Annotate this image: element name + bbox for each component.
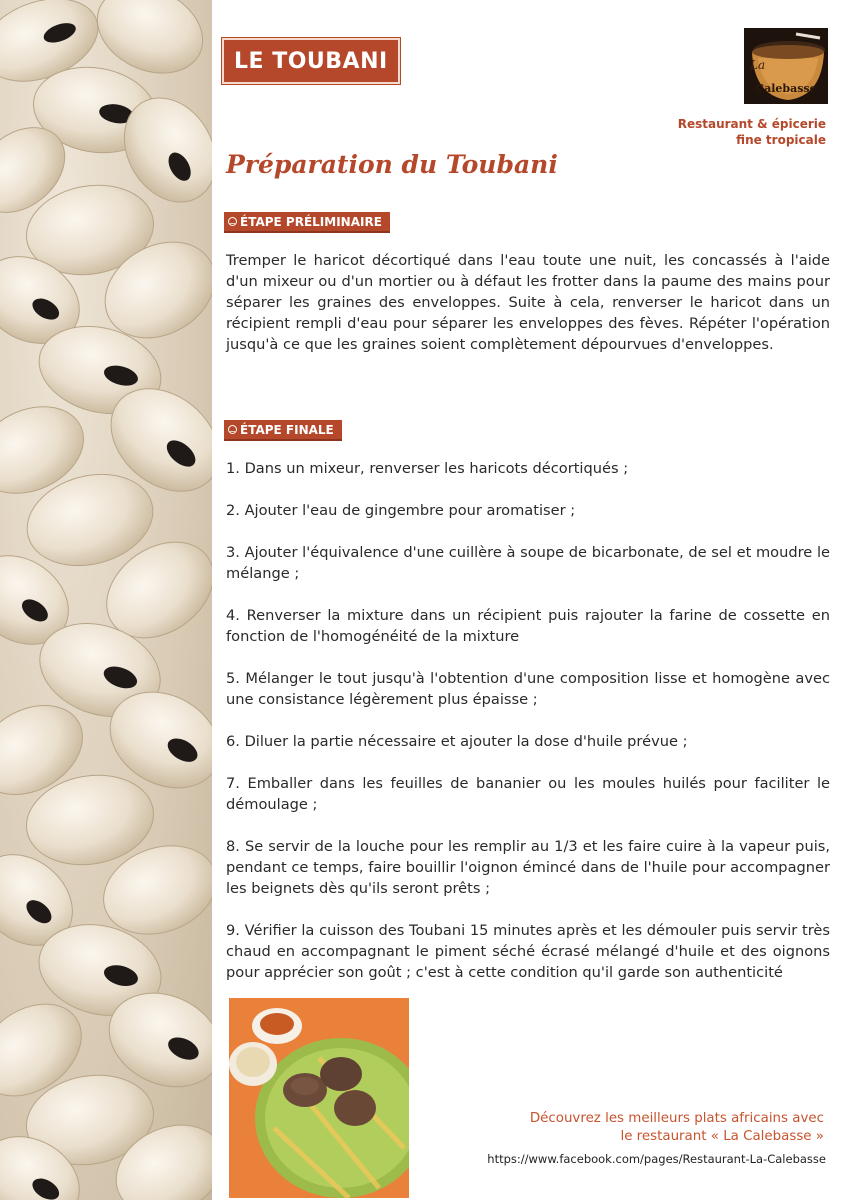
list-item: 4. Renverser la mixture dans un récipient puis rajouter la farine de cossette en fonction de l'homogénéité de la mixture (226, 607, 830, 645)
circle-icon: ⚊ (229, 218, 236, 226)
discover-text (530, 1110, 824, 1146)
final-step-badge (224, 420, 342, 441)
tagline (678, 116, 826, 148)
circle-icon: ⚊ (229, 426, 236, 434)
list-item: 2. Ajouter l'eau de gingembre pour aromatiser ; (226, 502, 576, 519)
list-item: 8. Se servir de la louche pour les remplir au 1/3 et les faire cuire à la vapeur puis, pendant ce temps, faire bouillir l'oignon émincé dans de l'huile pour accompagner les beignets dès qu'ils seront prêts ; (226, 838, 830, 897)
logo-text-calebasse: Calebasse (755, 82, 817, 95)
tagline-line-1: Restaurant & épicerie (677, 117, 826, 131)
facebook-link[interactable]: https://www.facebook.com/pages/Restaurant-La-Calebasse (487, 1152, 826, 1166)
discover-line-1: Découvrez les meilleurs plats africains avec (529, 1111, 824, 1126)
page-title: LE TOUBANI (234, 48, 388, 74)
final-step-label: ÉTAPE FINALE (240, 422, 334, 437)
list-item: 1. Dans un mixeur, renverser les haricots décortiqués ; (226, 460, 629, 477)
list-item: 3. Ajouter l'équivalence d'une cuillère à soupe de bicarbonate, de sel et moudre le mélange ; (226, 544, 830, 582)
final-steps-list (226, 458, 830, 1004)
list-item: 6. Diluer la partie nécessaire et ajouter la dose d'huile prévue ; (226, 733, 688, 750)
toubani-dish-photo (229, 998, 409, 1198)
list-item: 9. Vérifier la cuisson des Toubani 15 minutes après et les démouler puis servir très chaud en accompagnant le piment séché écrasé mélangé d'huile et des oignons pour apprécier son goût ; c'est à cette condition qu'il garde son authenticité (226, 922, 830, 981)
section-title: Préparation du Toubani (226, 150, 558, 179)
list-item: 5. Mélanger le tout jusqu'à l'obtention d'une composition lisse et homogène avec une consistance légèrement plus épaisse ; (226, 670, 830, 708)
beans-photo (0, 0, 212, 1200)
page-title-box (222, 38, 400, 84)
discover-line-2: le restaurant « La Calebasse » (620, 1129, 824, 1144)
list-item: 7. Emballer dans les feuilles de bananier ou les moules huilés pour faciliter le démoulage ; (226, 775, 830, 813)
preliminary-step-label: ÉTAPE PRÉLIMINAIRE (240, 214, 382, 229)
logo-text-la: La (750, 58, 766, 72)
preliminary-step-badge (224, 212, 390, 233)
la-calebasse-logo (744, 28, 828, 104)
preliminary-step-text: Tremper le haricot décortiqué dans l'eau toute une nuit, les concassés à l'aide d'un mixeur ou d'un mortier ou à défaut les frotter dans la paume des mains pour séparer les graines des enveloppes. Suite à cela, renverser le haricot dans un récipient rempli d'eau pour séparer les enveloppes des fèves. Répéter l'opération jusqu'à ce que les graines soient complètement dépourvues d'enveloppes. (226, 252, 830, 353)
tagline-line-2: fine tropicale (736, 133, 826, 147)
